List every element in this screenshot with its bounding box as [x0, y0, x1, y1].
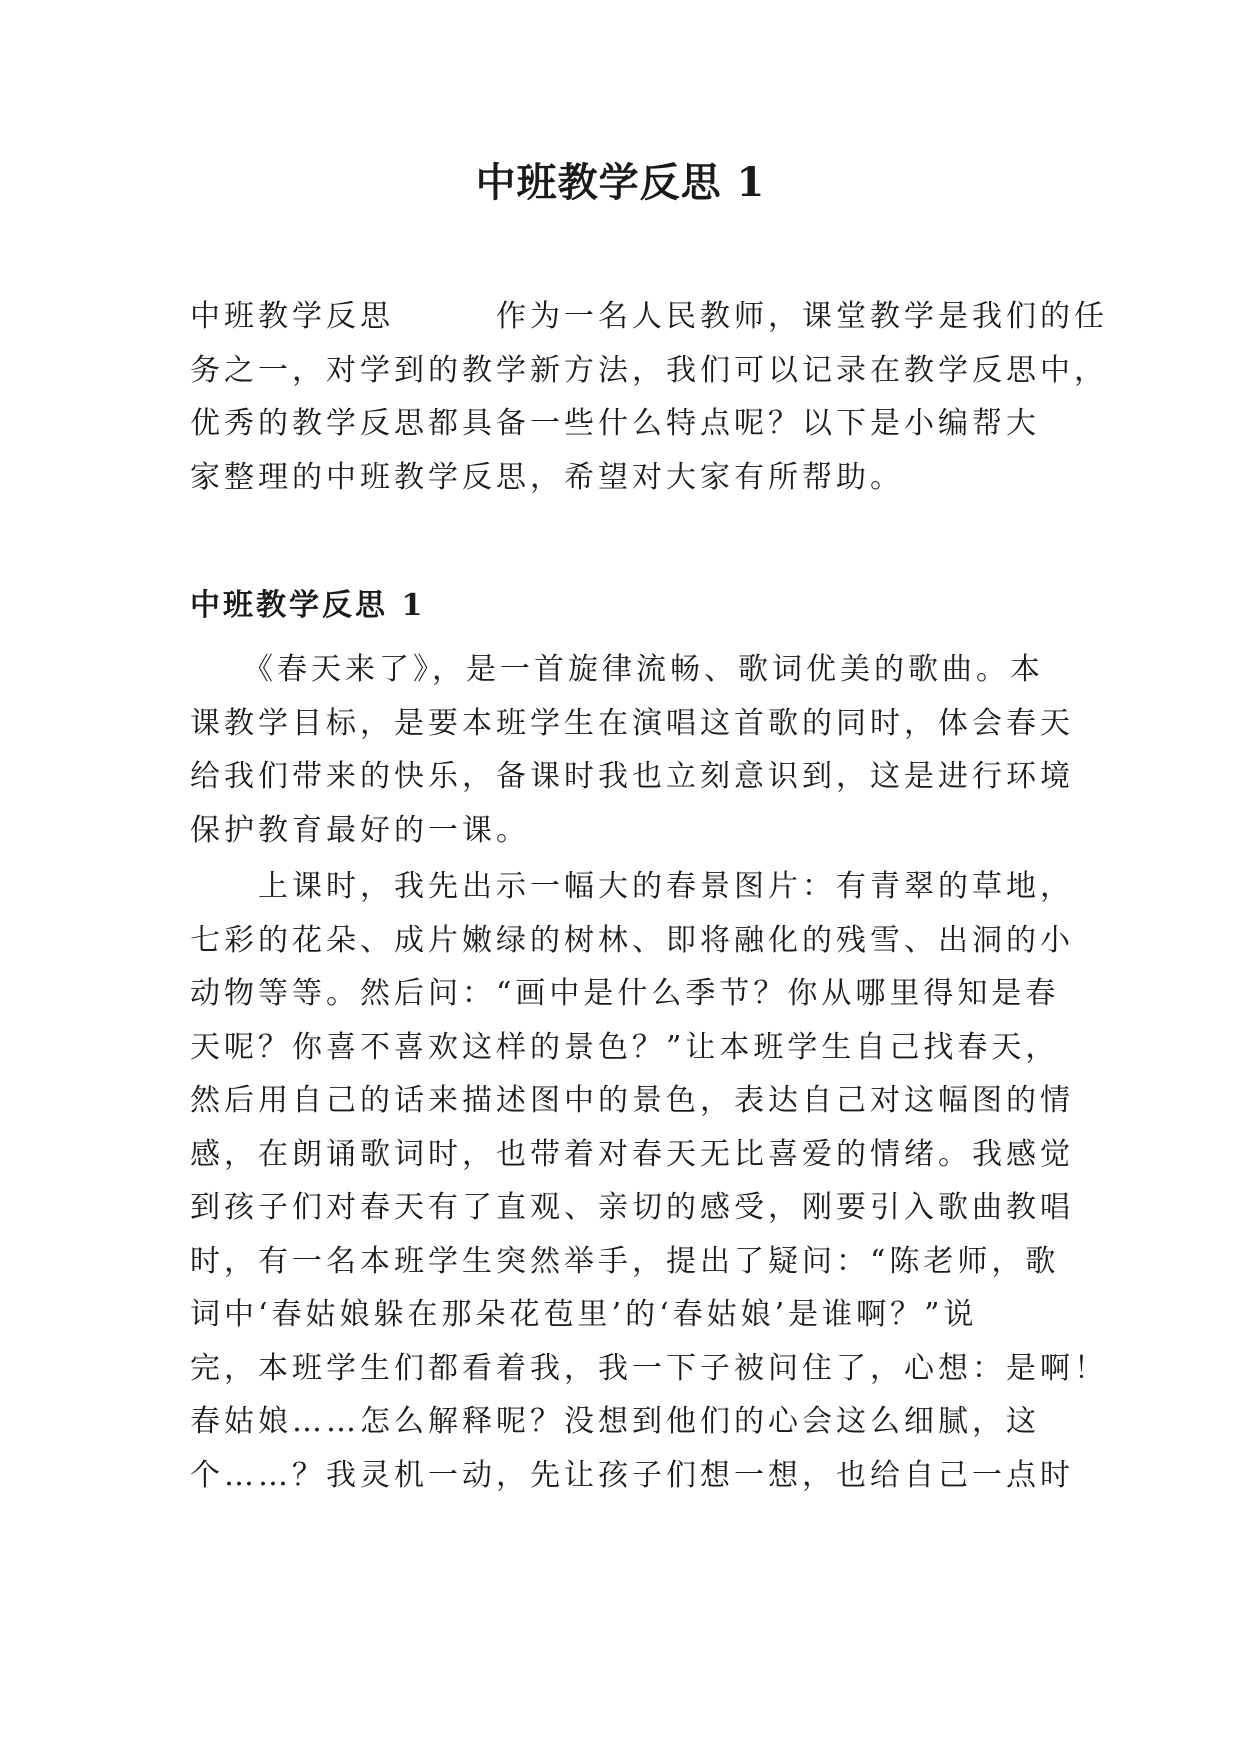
paragraph-line: 保护教育最好的一课。	[190, 812, 530, 848]
intro-line: 家整理的中班教学反思，希望对大家有所帮助。	[190, 459, 904, 495]
paragraph-line: 感，在朗诵歌词时，也带着对春天无比喜爱的情绪。我感觉	[190, 1136, 1074, 1172]
paragraph-line: 上课时，我先出示一幅大的春景图片：有青翠的草地，	[190, 869, 1074, 904]
document-title: 中班教学反思 1	[475, 159, 766, 206]
paragraph-line: 然后用自己的话来描述图中的景色，表达自己对这幅图的情	[190, 1083, 1074, 1118]
intro-line: 中班教学反思 作为一名人民教师，课堂教学是我们的任	[190, 299, 1108, 334]
intro-line: 优秀的教学反思都具备一些什么特点呢？以下是小编帮大	[190, 406, 1040, 441]
paragraph-line: 到孩子们对春天有了直观、亲切的感受，刚要引入歌曲教唱	[190, 1190, 1074, 1225]
section-heading: 中班教学反思 1	[190, 588, 426, 623]
paragraph-line: 课教学目标，是要本班学生在演唱这首歌的同时，体会春天	[190, 705, 1074, 741]
paragraph-1	[190, 643, 1074, 857]
paragraph-line: 天呢？你喜不喜欢这样的景色？”让本班学生自己找春天，	[190, 1029, 1060, 1065]
paragraph-line: 七彩的花朵、成片嫩绿的树林、即将融化的残雪、出洞的小	[190, 922, 1074, 958]
paragraph-line: 词中‘春姑娘躲在那朵花苞里’的‘春姑娘’是谁啊？”说	[190, 1297, 978, 1332]
paragraph-line: 动物等等。然后问：“画中是什么季节？你从哪里得知是春	[190, 976, 1060, 1011]
paragraph-line: 完，本班学生们都看着我，我一下子被问住了，心想：是啊！	[190, 1350, 1108, 1386]
paragraph-2	[190, 860, 1108, 1502]
paragraph-line: 个……？我灵机一动，先让孩子们想一想，也给自己一点时	[190, 1457, 1074, 1493]
paragraph-line: 《春天来了》，是一首旋律流畅、歌词优美的歌曲。本	[190, 652, 1044, 687]
paragraph-line: 给我们带来的快乐，备课时我也立刻意识到，这是进行环境	[190, 759, 1074, 794]
intro-paragraph	[190, 290, 1108, 504]
intro-line: 务之一，对学到的教学新方法，我们可以记录在教学反思中，	[190, 352, 1108, 388]
paragraph-line: 春姑娘……怎么解释呢？没想到他们的心会这么细腻，这	[190, 1404, 1040, 1439]
paragraph-line: 时，有一名本班学生突然举手，提出了疑问：“陈老师，歌	[190, 1243, 1060, 1279]
